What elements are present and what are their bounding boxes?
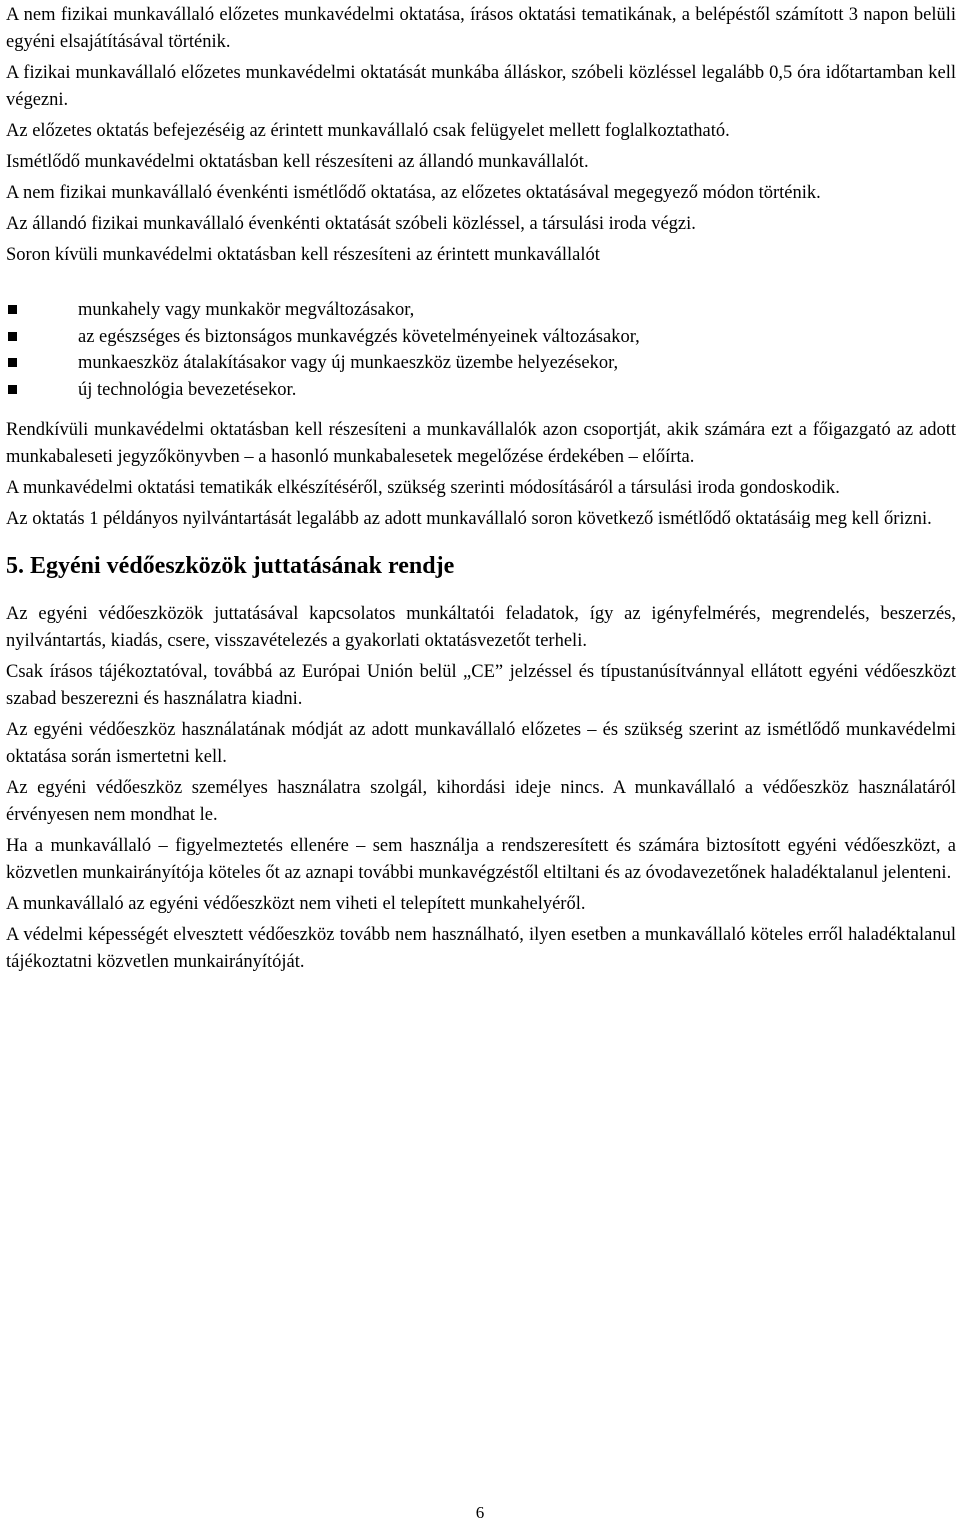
paragraph: Az egyéni védőeszköz személyes használatra szolgál, kihordási ideje nincs. A munkavállaló a védőeszköz használatáról érvényesen nem mondhat le. (6, 778, 956, 825)
square-bullet-icon (8, 385, 17, 394)
paragraph: A fizikai munkavállaló előzetes munkavédelmi oktatását munkába álláskor, szóbeli közléssel legalább 0,5 óra időtartamban kell végezni. (6, 63, 956, 110)
square-bullet-icon (8, 358, 17, 367)
list-item-text: munkaeszköz átalakításakor vagy új munkaeszköz üzembe helyezésekor, (78, 353, 619, 373)
list-item (6, 324, 956, 351)
paragraph: Rendkívüli munkavédelmi oktatásban kell részesíteni a munkavállalók azon csoportját, akik számára ezt a főigazgató az adott munkabaleseti jegyzőkönyvben – a hasonló munkabalesetek megelőzése érdekében – előírta. (6, 420, 956, 467)
paragraph: Az állandó fizikai munkavállaló évenkénti oktatását szóbeli közléssel, a társulási iroda végzi. (6, 214, 696, 234)
square-bullet-icon (8, 305, 17, 314)
list-item (6, 350, 956, 377)
paragraph: Soron kívüli munkavédelmi oktatásban kell részesíteni az érintett munkavállalót (6, 245, 600, 265)
list-item (6, 377, 956, 404)
paragraph: Az előzetes oktatás befejezéséig az érintett munkavállaló csak felügyelet mellett foglalkoztatható. (6, 121, 730, 141)
paragraph: Az egyéni védőeszközök juttatásával kapcsolatos munkáltatói feladatok, így az igényfelmérés, megrendelés, beszerzés, nyilvántartás, kiadás, csere, visszavételezés a gyakorlati oktatásvezetőt terheli. (6, 604, 956, 651)
paragraph: A nem fizikai munkavállaló előzetes munkavédelmi oktatása, írásos oktatási tematikának, a belépéstől számított 3 napon belüli egyéni elsajátításával történik. (6, 5, 956, 52)
paragraph: Az oktatás 1 példányos nyilvántartását legalább az adott munkavállaló soron következő ismétlődő oktatásáig meg kell őrizni. (6, 509, 932, 529)
square-bullet-icon (8, 332, 17, 341)
bullet-list (6, 297, 956, 403)
page-number: 6 (475, 1503, 485, 1522)
paragraph: A munkavállaló az egyéni védőeszközt nem viheti el telepített munkahelyéről. (6, 894, 586, 914)
list-item-text: munkahely vagy munkakör megváltozásakor, (78, 300, 415, 320)
list-item (6, 297, 956, 324)
paragraph: Ha a munkavállaló – figyelmeztetés ellenére – sem használja a rendszeresített és számára biztosított egyéni védőeszközt, a közvetlen munkairányítója köteles őt az aznapi további munkavégzéstől eltiltani és az óvodavezetőnek haladéktalanul jelenteni. (6, 836, 956, 883)
paragraph: Ismétlődő munkavédelmi oktatásban kell részesíteni az állandó munkavállalót. (6, 152, 589, 172)
list-item-text: új technológia bevezetésekor. (78, 379, 297, 400)
paragraph: Az egyéni védőeszköz használatának módját az adott munkavállaló előzetes – és szükség szerint az ismétlődő munkavédelmi oktatása során ismertetni kell. (6, 720, 956, 767)
paragraph: A védelmi képességét elvesztett védőeszköz tovább nem használható, ilyen esetben a munkavállaló köteles erről haladéktalanul tájékoztatni közvetlen munkairányítóját. (6, 925, 956, 972)
paragraph: A nem fizikai munkavállaló évenkénti ismétlődő oktatása, az előzetes oktatásával megegyező módon történik. (6, 183, 821, 203)
page-content (6, 2, 956, 980)
paragraph: Csak írásos tájékoztatóval, továbbá az Európai Unión belül „CE” jelzéssel és típustanúsítvánnyal ellátott egyéni védőeszközt szabad beszerezni és használatra kiadni. (6, 662, 956, 709)
section-heading: 5. Egyéni védőeszközök juttatásának rendje (6, 553, 455, 579)
paragraph: A munkavédelmi oktatási tematikák elkészítéséről, szükség szerinti módosításáról a társulási iroda gondoskodik. (6, 478, 840, 498)
list-item-text: az egészséges és biztonságos munkavégzés követelményeinek változásakor, (78, 326, 640, 347)
